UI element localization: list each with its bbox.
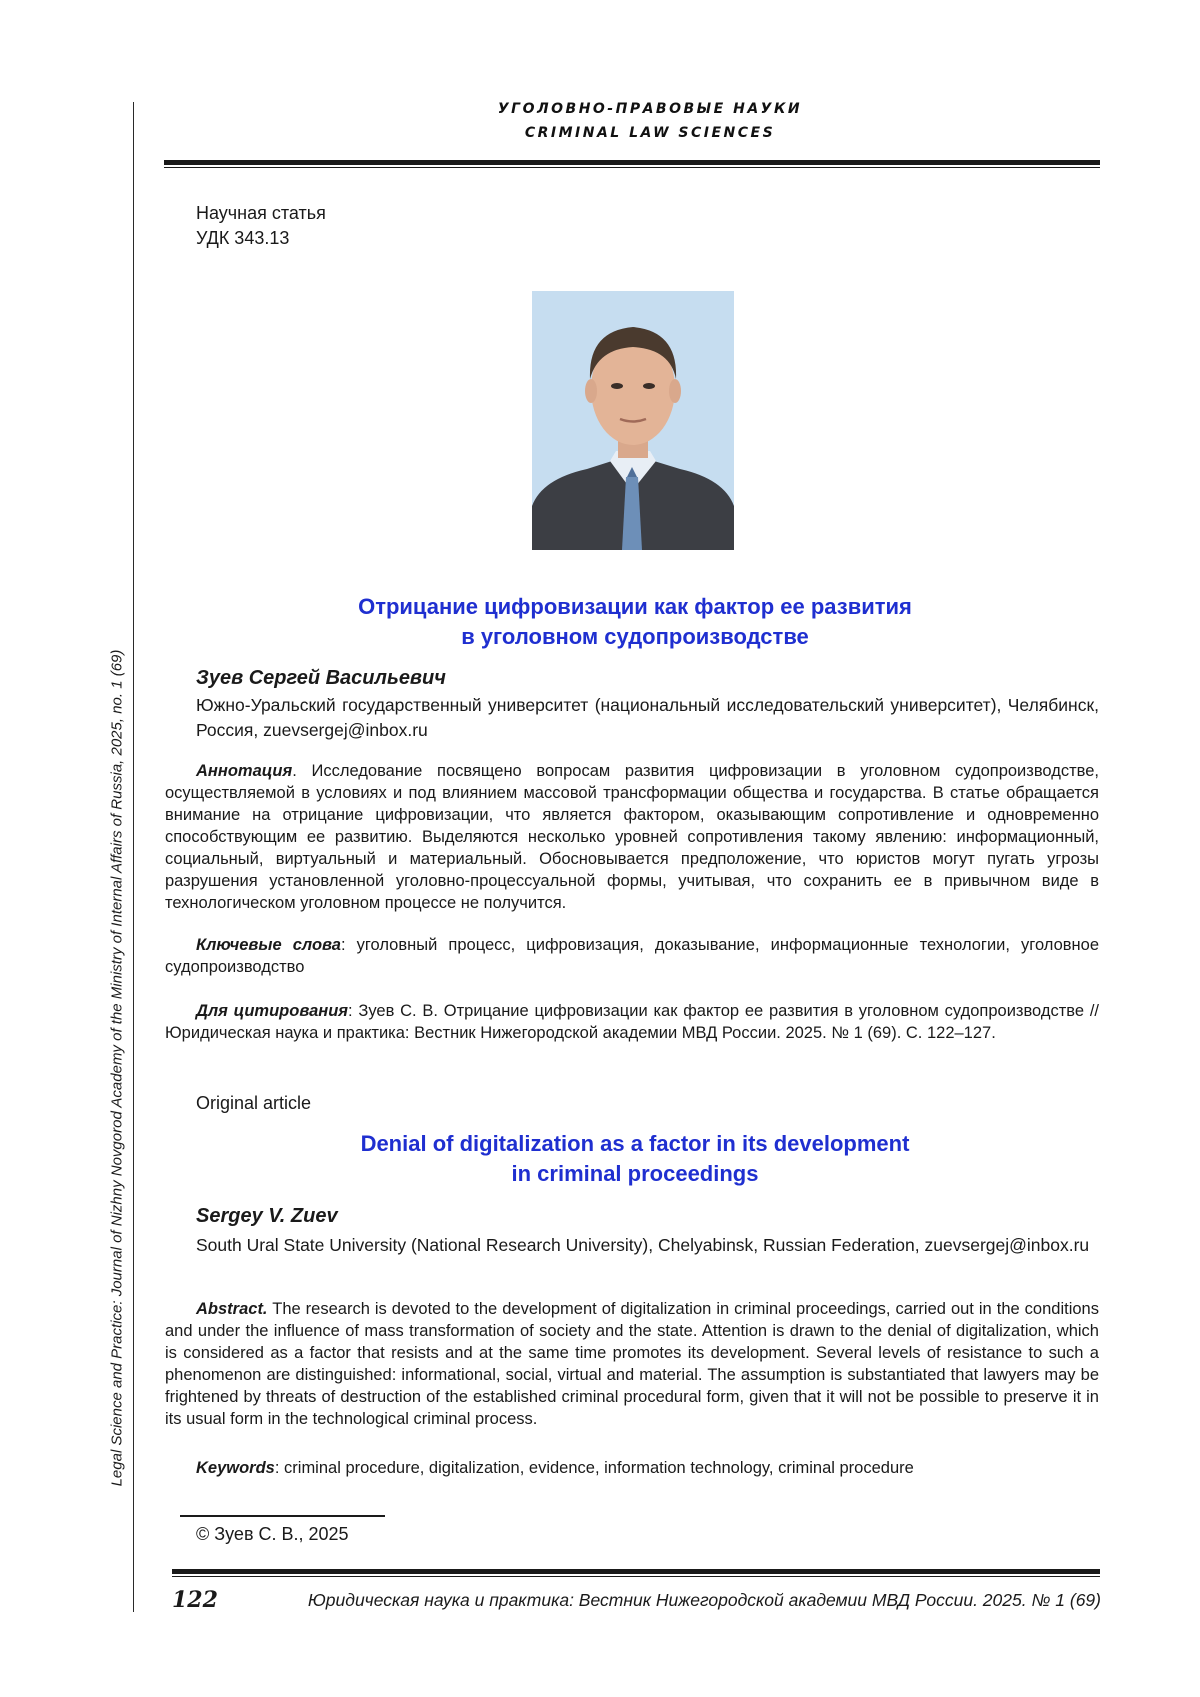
sidebar-journal-text: Legal Science and Practice: Journal of Nizhny Novgorod Academy of the Ministry of Internal Affairs of Russia, 2025, no. 1 (69) <box>108 649 126 1487</box>
section-title-en: CRIMINAL LAW SCIENCES <box>524 125 776 141</box>
copyright: © Зуев С. В., 2025 <box>196 1524 349 1544</box>
author-photo <box>532 291 734 550</box>
footer-journal: Юридическая наука и практика: Вестник Нижегородской академии МВД России. 2025. № 1 (69) <box>307 1590 1101 1610</box>
header-rule-thick <box>164 160 1100 165</box>
title-en-line1: Denial of digitalization as a factor in its development <box>360 1131 910 1156</box>
author-affiliation-en: South Ural State University (National Research University), Chelyabinsk, Russian Federation, zuevsergej@inbox.ru <box>196 1235 1090 1255</box>
keywords-label-ru: Ключевые слова <box>196 936 341 954</box>
article-type-en: Original article <box>196 1093 312 1113</box>
title-ru-line1: Отрицание цифровизации как фактор ее развития <box>358 594 912 619</box>
author-name-en: Sergey V. Zuev <box>196 1205 338 1227</box>
keywords-text-en: : criminal procedure, digitalization, evidence, information technology, criminal procedure <box>274 1459 914 1477</box>
citation-ru <box>165 1000 1099 1044</box>
citation-label: Для цитирования <box>196 1002 349 1020</box>
copyright-rule <box>180 1515 385 1517</box>
author-name-ru: Зуев Сергей Васильевич <box>196 667 446 689</box>
abstract-label-ru: Аннотация <box>196 762 293 780</box>
author-portrait-image <box>532 291 734 550</box>
keywords-ru <box>165 934 1099 978</box>
footer-rule-thin <box>172 1576 1100 1577</box>
header-rule-thin <box>164 167 1100 168</box>
abstract-en <box>165 1298 1099 1430</box>
abstract-text-en: The research is devoted to the development of digitalization in criminal proceedings, carried out in the conditions and under the influence of mass transformation of society and the state. Attention is drawn to the denial of digitalization, which is considered as a factor that resists and at the same time promotes its development. Several levels of resistance to such a phenomenon are distinguished: informational, social, virtual and material. The assumption is substantiated that lawyers may be frightened by threats of destruction of the established criminal procedural form, given that it will not be possible to preserve it in its usual form in the technological criminal process. <box>165 1300 1099 1428</box>
article-title-en <box>160 1129 1110 1189</box>
keywords-text-ru: : уголовный процесс, цифровизация, доказывание, информационные технологии, уголовное судопроизводство <box>165 936 1099 976</box>
author-affiliation-ru: Южно-Уральский государственный университет (национальный исследовательский университет), Челябинск, Россия, zuevsergej@inbox.ru <box>196 695 1099 740</box>
abstract-label-en: Abstract. <box>196 1300 268 1318</box>
section-title-ru: УГОЛОВНО-ПРАВОВЫЕ НАУКИ <box>497 101 803 117</box>
keywords-label-en: Keywords <box>196 1459 275 1477</box>
abstract-ru <box>165 760 1099 914</box>
abstract-text-ru: . Исследование посвящено вопросам развития цифровизации в уголовном судопроизводстве, осуществляемой в условиях и под влиянием массовой трансформации общества и государства. В статье обращается внимание на отрицание цифровизации, что является фактором, оказывающим сопротивление и одновременно способствующим ее развитию. Выделяются несколько уровней сопротивления такому явлению: информационный, социальный, виртуальный и материальный. Обосновывается предположение, что юристов могут пугать угрозы разрушения установленной уголовно-процессуальной формы, учитывая, что сохранить ее в привычном виде в технологическом уголовном процессе не получится. <box>165 762 1099 912</box>
footer-rule-thick <box>172 1569 1100 1574</box>
article-title-ru <box>160 592 1110 652</box>
title-ru-line2: в уголовном судопроизводстве <box>461 624 809 649</box>
left-vertical-rule <box>133 102 134 1612</box>
article-type-ru: Научная статья <box>196 203 326 223</box>
udk: УДК 343.13 <box>196 228 290 248</box>
title-en-line2: in criminal proceedings <box>511 1161 759 1186</box>
page-number: 122 <box>172 1587 218 1613</box>
citation-text: : Зуев С. В. Отрицание цифровизации как фактор ее развития в уголовном судопроизводстве // Юридическая наука и практика: Вестник Нижегородской академии МВД России. 2025. № 1 (69). С. 122–127. <box>165 1002 1100 1042</box>
keywords-en <box>165 1457 1099 1479</box>
